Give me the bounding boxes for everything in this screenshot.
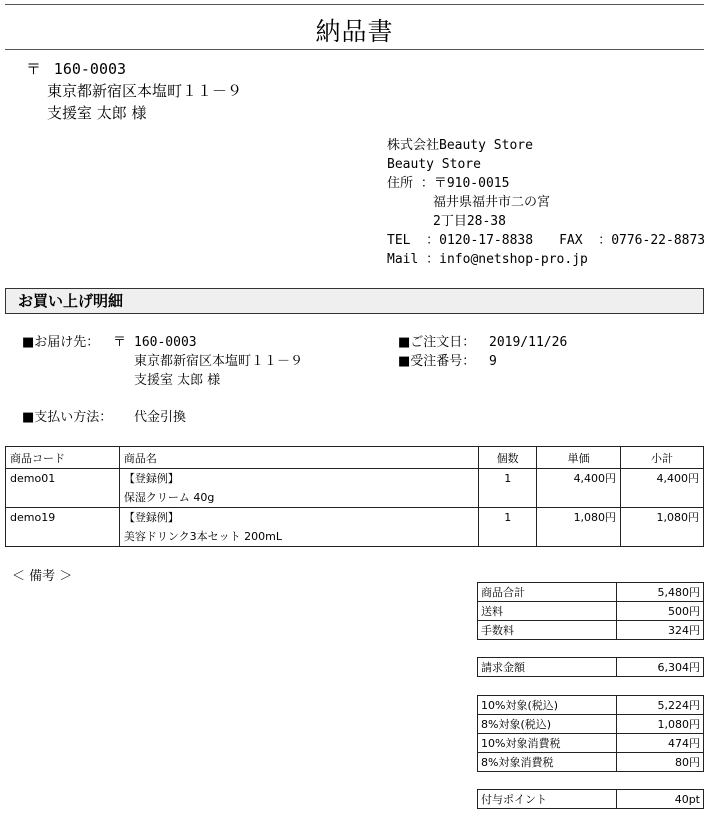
payment-method: 代金引換 — [134, 410, 187, 425]
item-unit-price: 1,080円 — [537, 508, 621, 547]
shop-tel-label: TEL ： — [387, 233, 440, 248]
shop-mail-label: Mail ： — [387, 252, 440, 267]
item-qty: 1 — [479, 469, 537, 508]
summary-row — [478, 790, 704, 809]
order-date: 2019/11/26 — [489, 335, 568, 350]
table-row — [6, 508, 704, 547]
summary-tax-table — [477, 695, 704, 772]
shop-address-line2: 2丁目28-38 — [433, 214, 506, 229]
delivery-postal-code: 160-0003 — [134, 335, 197, 350]
billing-label: 請求金額 — [478, 658, 617, 677]
items-header-row — [6, 447, 704, 469]
payment-label: ■支払い方法： — [22, 410, 113, 425]
header-code: 商品コード — [6, 447, 120, 469]
shop-mail: info@netshop-pro.jp — [439, 252, 588, 267]
summary-label: 手数料 — [478, 621, 617, 640]
summary-value: 5,480円 — [617, 583, 704, 602]
summary-row — [478, 753, 704, 772]
points-label: 付与ポイント — [478, 790, 617, 809]
header-name: 商品名 — [119, 447, 478, 469]
summary-label: 商品合計 — [478, 583, 617, 602]
recipient-name: 支援室 太郎 様 — [47, 104, 147, 122]
tax-label: 10%対象(税込) — [478, 696, 617, 715]
remarks-label: ＜ 備考 ＞ — [12, 569, 73, 584]
summary-subtotals-table — [477, 582, 704, 640]
header-qty: 個数 — [479, 447, 537, 469]
item-name: 保湿クリーム 40g — [123, 491, 215, 504]
summary-points-table — [477, 789, 704, 809]
summary-row — [478, 715, 704, 734]
order-number: 9 — [489, 354, 497, 369]
tax-label: 8%対象消費税 — [478, 753, 617, 772]
shop-info-block — [387, 136, 705, 269]
summary-billing-table — [477, 657, 704, 677]
delivery-name: 支援室 太郎 様 — [134, 373, 221, 388]
recipient-postal-row — [26, 58, 242, 80]
summary-row — [478, 696, 704, 715]
item-code: demo01 — [6, 469, 120, 508]
summary-label: 送料 — [478, 602, 617, 621]
item-note: 【登録例】 — [123, 511, 179, 524]
delivery-address: 東京都新宿区本塩町１１－９ — [134, 354, 304, 369]
tax-value: 1,080円 — [617, 715, 704, 734]
item-name-cell — [119, 469, 478, 508]
table-row — [6, 469, 704, 508]
billing-value: 6,304円 — [617, 658, 704, 677]
title-bottom-rule — [5, 49, 704, 50]
item-unit-price: 4,400円 — [537, 469, 621, 508]
section-header: お買い上げ明細 — [5, 288, 704, 314]
summary-row — [478, 621, 704, 640]
summary-row — [478, 658, 704, 677]
summary-row — [478, 583, 704, 602]
shop-fax: 0776-22-8873 — [611, 233, 706, 248]
shop-company: 株式会社Beauty Store — [387, 138, 533, 153]
header-subtotal: 小計 — [621, 447, 704, 469]
shop-fax-label: FAX ： — [559, 233, 612, 248]
shop-store-name: Beauty Store — [387, 157, 481, 172]
items-table — [5, 446, 704, 547]
summary-row — [478, 734, 704, 753]
tax-value: 5,224円 — [617, 696, 704, 715]
order-number-label: ■受注番号： — [398, 354, 476, 369]
points-value: 40pt — [617, 790, 704, 809]
shop-address-line1: 福井県福井市二の宮 — [433, 195, 551, 210]
item-subtotal: 1,080円 — [621, 508, 704, 547]
item-note: 【登録例】 — [123, 472, 179, 485]
shop-address-label: 住所 ： — [387, 176, 434, 191]
shop-tel: 0120-17-8838 — [439, 233, 534, 248]
recipient-address: 東京都新宿区本塩町１１－９ — [47, 82, 243, 100]
recipient-postal-code: 160-0003 — [53, 60, 127, 78]
item-subtotal: 4,400円 — [621, 469, 704, 508]
postal-mark: 〒 — [26, 60, 42, 78]
summary-row — [478, 602, 704, 621]
tax-label: 10%対象消費税 — [478, 734, 617, 753]
title-top-rule — [5, 4, 704, 5]
tax-value: 80円 — [617, 753, 704, 772]
document-title: 納品書 — [315, 17, 394, 46]
item-code: demo19 — [6, 508, 120, 547]
delivery-postal-mark: 〒 — [113, 335, 127, 350]
delivery-label: ■お届け先： — [22, 335, 100, 350]
item-qty: 1 — [479, 508, 537, 547]
summary-value: 500円 — [617, 602, 704, 621]
item-name-cell — [119, 508, 478, 547]
tax-value: 474円 — [617, 734, 704, 753]
shop-address-postal: 〒910-0015 — [433, 176, 510, 191]
header-unit-price: 単価 — [537, 447, 621, 469]
summary-value: 324円 — [617, 621, 704, 640]
recipient-block — [26, 58, 242, 124]
item-name: 美容ドリンク3本セット 200mL — [123, 530, 282, 543]
order-date-label: ■ご注文日： — [398, 335, 476, 350]
tax-label: 8%対象(税込) — [478, 715, 617, 734]
